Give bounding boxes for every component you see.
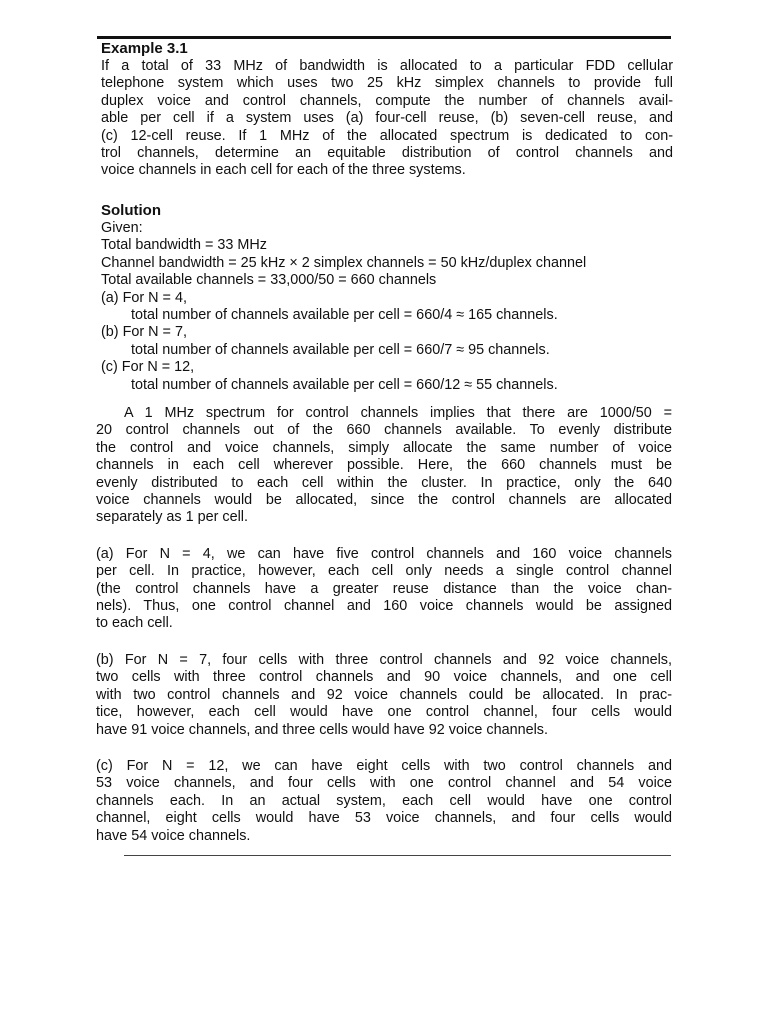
solution-title: Solution bbox=[101, 202, 161, 219]
example-line: If a total of 33 MHz of bandwidth is allocated to a particular FDD cellular bbox=[101, 58, 673, 74]
paragraph-line: to each cell. bbox=[96, 615, 173, 632]
paragraph-line: 53 voice channels, and four cells with one control channel and 54 voice bbox=[96, 775, 672, 792]
example-line: able per cell if a system uses (a) four-cell reuse, (b) seven-cell reuse, and bbox=[101, 110, 673, 127]
paragraph-line: have 54 voice channels. bbox=[96, 827, 251, 844]
total-bandwidth: Total bandwidth = 33 MHz bbox=[101, 237, 267, 254]
example-line: duplex voice and control channels, compute the number of channels avail- bbox=[101, 92, 673, 109]
paragraph-line: nels). Thus, one control channel and 160 voice channels would be assigned bbox=[96, 598, 672, 615]
case-result-b: total number of channels available per cell = 660/7 ≈ 95 channels. bbox=[131, 341, 550, 358]
example-line: voice channels in each cell for each of the three systems. bbox=[101, 162, 466, 179]
paragraph bbox=[96, 758, 672, 845]
paragraph bbox=[96, 546, 672, 633]
paragraph-line: per cell. In practice, however, each cell only needs a single control channel bbox=[96, 563, 672, 580]
example-box bbox=[101, 40, 673, 180]
solution-section bbox=[101, 202, 673, 394]
discussion bbox=[96, 405, 672, 864]
case-result-c: total number of channels available per cell = 660/12 ≈ 55 channels. bbox=[131, 376, 558, 393]
example-line: trol channels, determine an equitable distribution of control channels and bbox=[101, 145, 673, 162]
case-label-b: (b) For N = 7, bbox=[101, 324, 187, 341]
example-line: telephone system which uses two 25 kHz simplex channels to provide full bbox=[101, 75, 673, 92]
example-title: Example 3.1 bbox=[101, 40, 188, 57]
paragraph-line: (b) For N = 7, four cells with three control channels and 92 voice channels, bbox=[96, 651, 672, 668]
case-label-c: (c) For N = 12, bbox=[101, 359, 195, 376]
total-channels: Total available channels = 33,000/50 = 660 channels bbox=[101, 272, 437, 289]
paragraph-line: voice channels would be allocated, since the control channels are allocated bbox=[96, 492, 672, 509]
paragraph-line: have 91 voice channels, and three cells would have 92 voice channels. bbox=[96, 721, 548, 738]
paragraph-line: (a) For N = 4, we can have five control channels and 160 voice channels bbox=[96, 545, 672, 562]
bottom-rule bbox=[124, 855, 671, 856]
paragraph bbox=[96, 405, 672, 527]
paragraph-line: A 1 MHz spectrum for control channels implies that there are 1000/50 = bbox=[124, 405, 672, 421]
paragraph-line: channel, eight cells would have 53 voice channels, and four cells would bbox=[96, 810, 672, 827]
top-rule bbox=[97, 36, 671, 39]
paragraph-line: (the control channels have a greater reuse distance than the voice chan- bbox=[96, 580, 672, 597]
paragraph-line: channels each. In an actual system, each cell would have one control bbox=[96, 792, 672, 809]
solution-given: Given: bbox=[101, 220, 143, 236]
example-line: (c) 12-cell reuse. If 1 MHz of the allocated spectrum is dedicated to con- bbox=[101, 127, 673, 144]
paragraph-line: with two control channels and 92 voice channels could be allocated. In prac- bbox=[96, 686, 672, 703]
paragraph-line: two cells with three control channels and 90 voice channels, and one cell bbox=[96, 669, 672, 686]
paragraph-line: evenly distributed to each cell within the cluster. In practice, only the 640 bbox=[96, 474, 672, 491]
case-label-a: (a) For N = 4, bbox=[101, 289, 187, 306]
channel-bandwidth: Channel bandwidth = 25 kHz × 2 simplex channels = 50 kHz/duplex channel bbox=[101, 254, 587, 271]
paragraph-line: channels in each cell wherever possible. Here, the 660 channels must be bbox=[96, 457, 672, 474]
paragraph-line: tice, however, each cell would have one control channel, four cells would bbox=[96, 704, 672, 721]
paragraph-line: 20 control channels out of the 660 channels available. To evenly distribute bbox=[96, 422, 672, 439]
paragraph-line: (c) For N = 12, we can have eight cells with two control channels and bbox=[96, 757, 672, 774]
paragraph bbox=[96, 652, 672, 739]
paragraph-line: separately as 1 per cell. bbox=[96, 509, 248, 526]
paragraph-line: the control and voice channels, simply allocate the same number of voice bbox=[96, 439, 672, 456]
case-result-a: total number of channels available per cell = 660/4 ≈ 165 channels. bbox=[131, 307, 558, 324]
